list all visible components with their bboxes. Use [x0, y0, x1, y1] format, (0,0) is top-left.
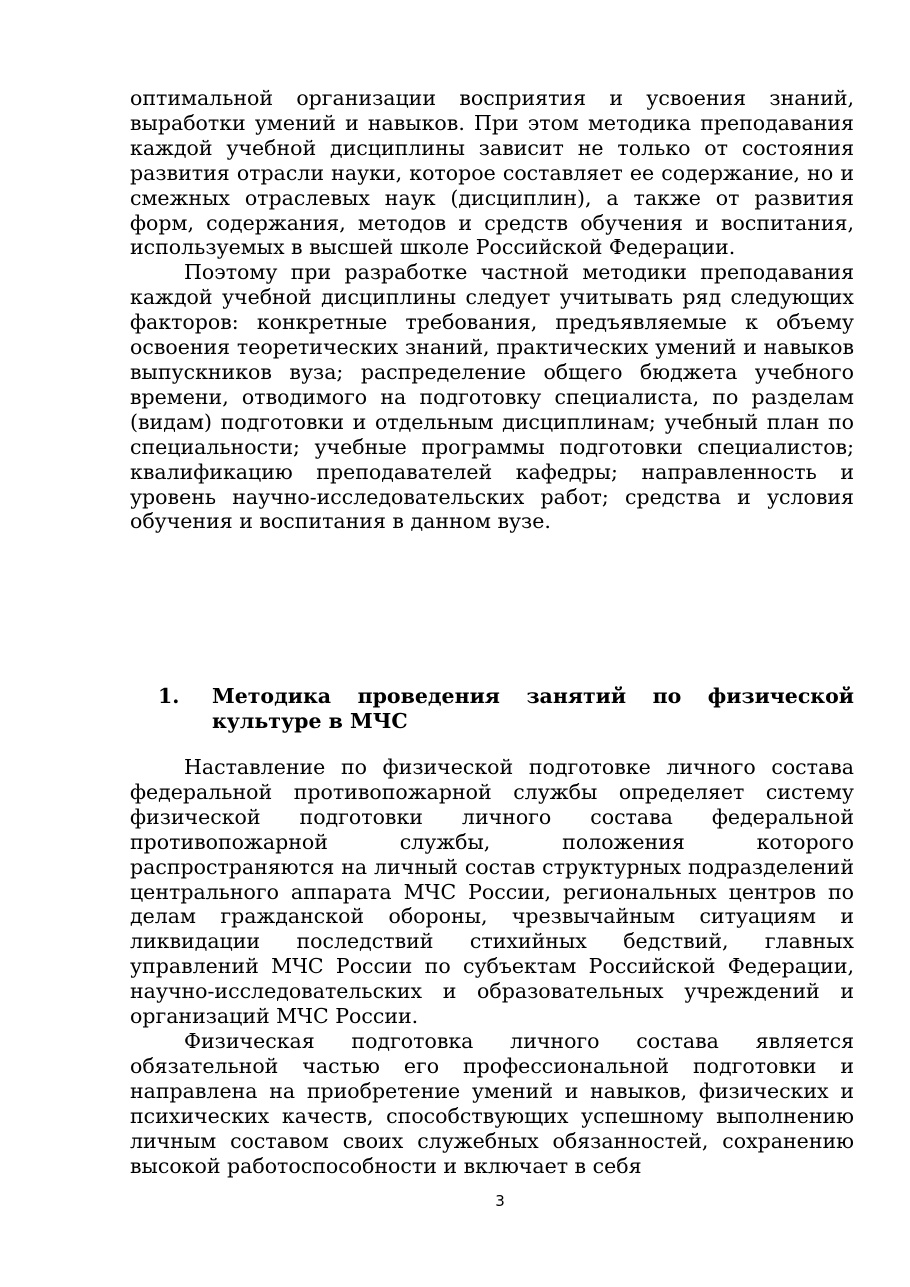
- paragraph-continuation: оптимальной организации восприятия и усвоения знаний, выработки умений и навыков. При этом методика преподавания каждой учебной дисциплины зависит не только от состояния развития отрасли науки, которое составляет ее содержание, но и смежных отраслевых наук (дисциплин), а также от развития форм, содержания, методов и средств обучения и воспитания, используемых в высшей школе Российской Федерации.: [130, 86, 854, 260]
- top-text-block: [130, 86, 854, 534]
- paragraph-physical-training: Физическая подготовка личного состава является обязательной частью его профессиональной подготовки и направлена на приобретение умений и навыков, физических и психических качеств, способствующих успешному выполнению личным составом своих служебных обязанностей, сохранению высокой работоспособности и включает в себя: [130, 1028, 854, 1178]
- section-title: Методика проведения занятий по физической культуре в МЧС: [212, 684, 854, 733]
- page-number: 3: [495, 1192, 505, 1210]
- section-heading: [158, 684, 854, 734]
- paragraph-factors: Поэтому при разработке частной методики преподавания каждой учебной дисциплины следует учитывать ряд следующих факторов: конкретные требования, предъявляемые к объему освоения теоретических знаний, практических умений и навыков выпускников вуза; распределение общего бюджета учебного времени, отводимого на подготовку специалиста, по разделам (видам) подготовки и отдельным дисциплинам; учебный план по специальности; учебные программы подготовки специалистов; квалификацию преподавателей кафедры; направленность и уровень научно-исследовательских работ; средства и условия обучения и воспитания в данном вузе.: [130, 260, 854, 534]
- section-number: 1.: [158, 684, 180, 708]
- section-text-block: [130, 755, 854, 1178]
- paragraph-manual: Наставление по физической подготовке личного состава федеральной противопожарной службы определяет систему физической подготовки личного состава федеральной противопожарной службы, положения которого распространяются на личный состав структурных подразделений центрального аппарата МЧС России, региональных центров по делам гражданской обороны, чрезвычайным ситуациям и ликвидации последствий стихийных бедствий, главных управлений МЧС России по субъектам Российской Федерации, научно-исследовательских и образовательных учреждений и организаций МЧС России.: [130, 755, 854, 1029]
